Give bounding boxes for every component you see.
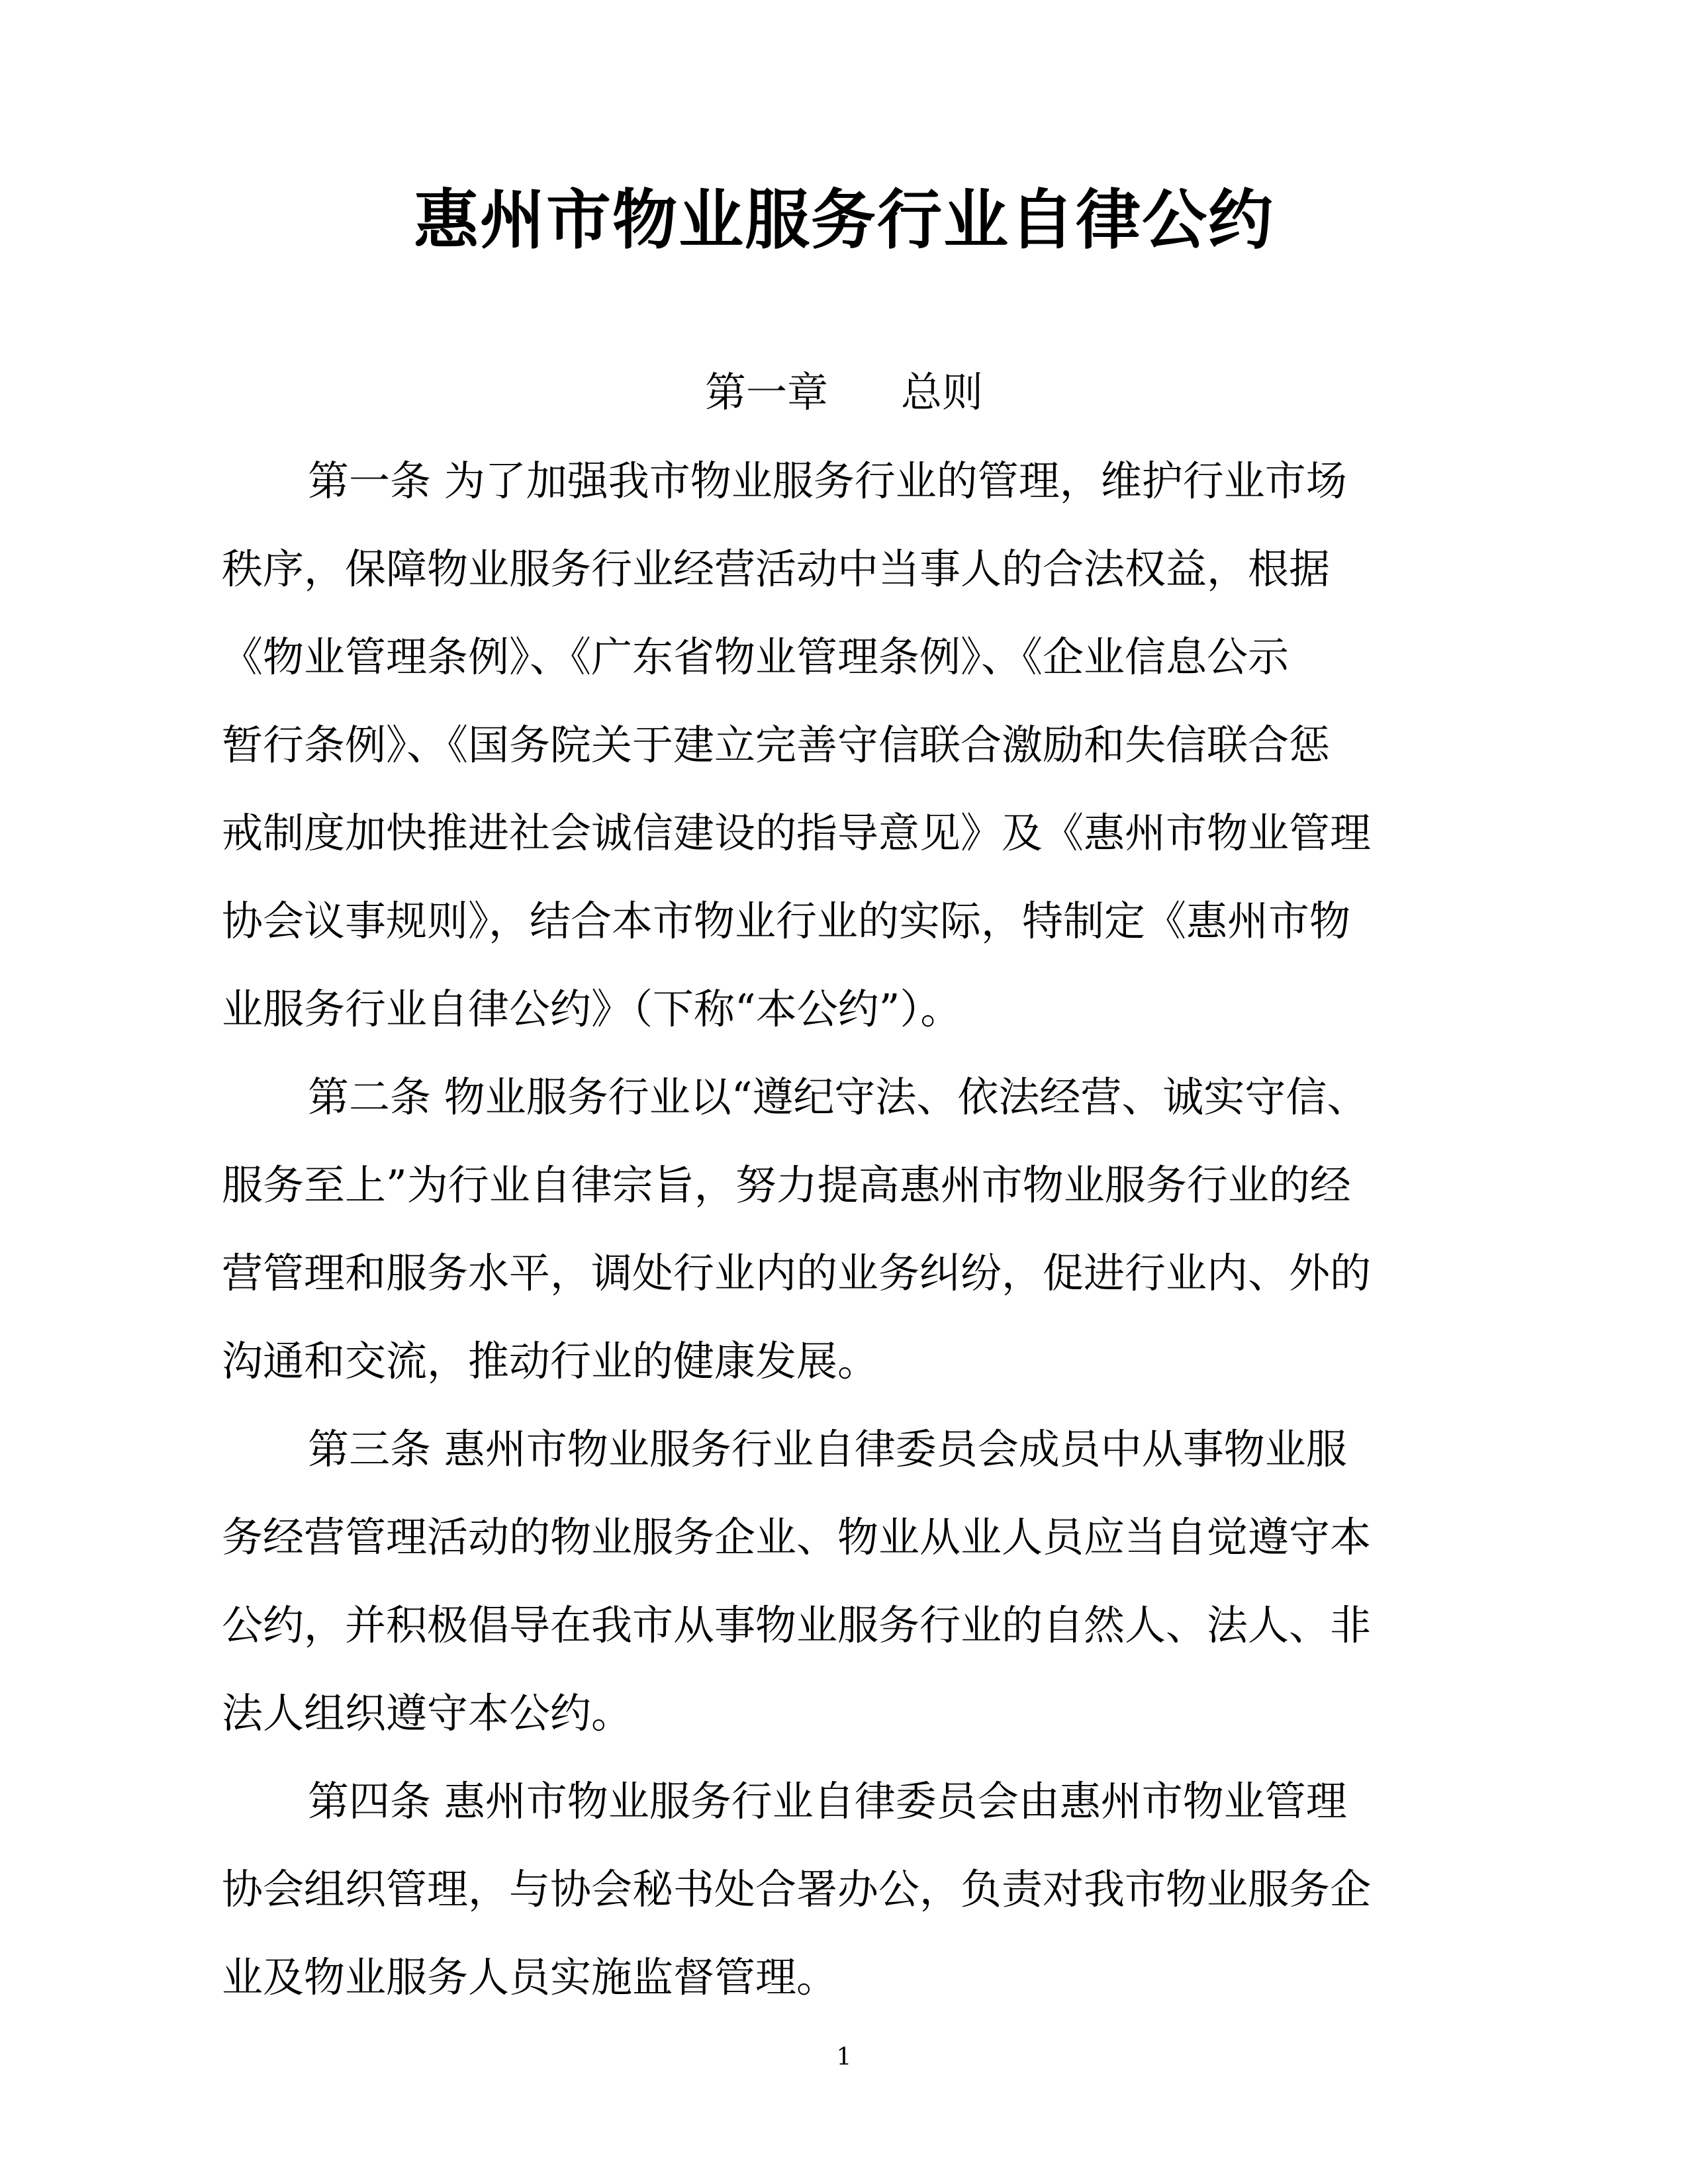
body-text-line: 戒制度加快推进社会诚信建设的指导意见》及《惠州市物业管理 (222, 809, 1372, 857)
article-first-line: 第二条 物业服务行业以“遵纪守法、依法经营、诚实守信、 (308, 1073, 1368, 1121)
page-number: 1 (836, 2044, 852, 2071)
chapter-heading (0, 363, 1688, 422)
body-text-line: 务经营管理活动的物业服务企业、物业从业人员应当自觉遵守本 (222, 1513, 1372, 1561)
body-text-line: 业及物业服务人员实施监督管理。 (222, 1953, 838, 2001)
document-body (222, 437, 1479, 2021)
article-first-line: 第一条 为了加强我市物业服务行业的管理，维护行业市场 (308, 457, 1347, 505)
document-title: 惠州市物业服务行业自律公约 (413, 182, 1274, 258)
body-text-line: 沟通和交流，推动行业的健康发展。 (222, 1337, 879, 1385)
body-text-line: 《物业管理条例》、《广东省物业管理条例》、《企业信息公示 (222, 633, 1289, 681)
body-text-line: 秩序，保障物业服务行业经营活动中当事人的合法权益，根据 (222, 545, 1331, 593)
body-text-line: 公约，并积极倡导在我市从事物业服务行业的自然人、法人、非 (222, 1601, 1372, 1649)
body-text-line: 法人组织遵守本公约。 (222, 1689, 633, 1737)
article-first-line: 第三条 惠州市物业服务行业自律委员会成员中从事物业服 (308, 1425, 1347, 1473)
chapter-name: 总则 (901, 368, 984, 416)
body-text-line: 暂行条例》、《国务院关于建立完善守信联合激励和失信联合惩 (222, 721, 1331, 769)
chapter-number: 第一章 (704, 368, 828, 416)
body-text-line: 协会组织管理，与协会秘书处合署办公，负责对我市物业服务企 (222, 1865, 1372, 1913)
body-text-line: 营管理和服务水平，调处行业内的业务纠纷，促进行业内、外的 (222, 1249, 1372, 1297)
body-text-line: 服务至上”为行业自律宗旨，努力提高惠州市物业服务行业的经 (222, 1161, 1351, 1209)
body-text-line: 业服务行业自律公约》（下称“本公约”）。 (222, 985, 962, 1033)
body-text-line: 协会议事规则》，结合本市物业行业的实际，特制定《惠州市物 (222, 897, 1351, 945)
article-first-line: 第四条 惠州市物业服务行业自律委员会由惠州市物业管理 (308, 1777, 1347, 1825)
